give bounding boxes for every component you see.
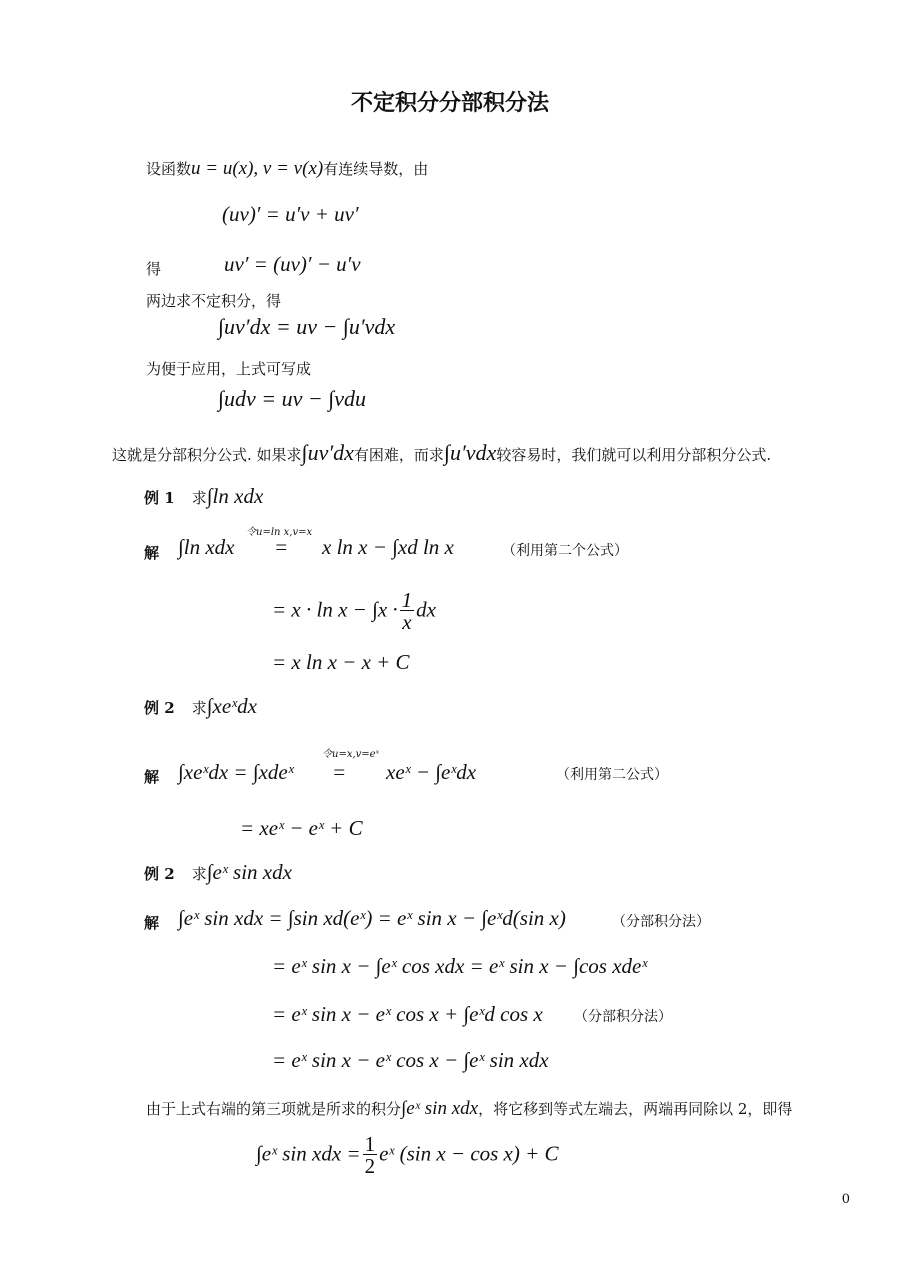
example-2-heading	[144, 694, 257, 719]
final-lhs: ∫eˣ sin xdx =	[256, 1141, 361, 1166]
example-1-line1-lhs: ∫ln xdx	[178, 535, 235, 559]
product-rule: (uv)′ = u′v + uv′	[222, 202, 359, 226]
example-2-solution-label: 解	[144, 768, 160, 786]
formula-1: ∫uv′dx = uv − ∫u′vdx	[218, 314, 396, 339]
final-fraction	[363, 1134, 378, 1177]
example-1-substitution: 令u=ln x,v=x	[246, 527, 313, 538]
example-2-line1-lhs: ∫xeˣdx = ∫xdeˣ	[178, 760, 294, 784]
example-1-fraction	[400, 590, 415, 633]
example-1-line2-b: dx	[416, 597, 436, 622]
example-1-fraction-den: x	[402, 610, 412, 634]
example-3-line2: = eˣ sin x − ∫eˣ cos xdx = eˣ sin x − ∫cos xdeˣ	[272, 954, 648, 978]
example-1-label: 例 1	[144, 489, 175, 507]
explain-b: 有困难，而求	[353, 446, 444, 464]
formula-2: ∫udv = uv − ∫vdu	[218, 386, 367, 411]
example-1-line2-a: = x · ln x − ∫x ·	[272, 597, 398, 622]
example-2-line2: = xeˣ − eˣ + C	[240, 816, 363, 840]
explain-int2: ∫u′vdx	[443, 440, 497, 465]
example-1-fraction-num: 1	[401, 588, 413, 612]
example-1-ask: 求	[191, 489, 207, 507]
example-2-ask: 求	[191, 699, 207, 717]
conclusion-b: ，将它移到等式左端去，两端再同除以 2，即得	[478, 1100, 793, 1118]
final-rhs: eˣ (sin x − cos x) + C	[379, 1141, 559, 1166]
final-fraction-num: 1	[364, 1132, 376, 1156]
example-1-heading	[144, 484, 263, 509]
intro-lead-text: 设函数	[146, 160, 192, 178]
example-1-problem: ∫ln xdx	[206, 484, 264, 508]
example-1-eq: =	[274, 535, 289, 559]
application-text: 为便于应用，上式可写成	[146, 360, 312, 378]
conclusion-a: 由于上式右端的第三项就是所求的积分	[146, 1100, 402, 1118]
example-2-eq: =	[332, 760, 347, 784]
intro-funcs: u = u(x), v = v(x)	[191, 158, 324, 179]
both-sides-text: 两边求不定积分，得	[146, 292, 282, 310]
conclusion-int: ∫eˣ sin xdx	[401, 1098, 479, 1119]
example-1-line3: = x ln x − x + C	[272, 650, 410, 674]
example-3-line1: ∫eˣ sin xdx = ∫sin xd(eˣ) = eˣ sin x − ∫eˣd(sin x)	[178, 906, 566, 930]
example-2-note: （利用第二公式）	[556, 767, 668, 783]
intro-lead	[146, 158, 428, 180]
example-3-line3: = eˣ sin x − eˣ cos x + ∫eˣd cos x	[272, 1002, 543, 1026]
example-3-line4: = eˣ sin x − eˣ cos x − ∫eˣ sin xdx	[272, 1048, 549, 1072]
explain-a: 这就是分部积分公式. 如果求	[112, 446, 302, 464]
de-label: 得	[146, 260, 162, 278]
example-3-label: 例 2	[144, 865, 175, 883]
example-3-note-3: （分部积分法）	[574, 1009, 672, 1025]
page-number: 0	[841, 1192, 850, 1207]
page-title: 不定积分分部积分法	[350, 90, 549, 116]
example-3-solution-label: 解	[144, 914, 160, 932]
final-result	[256, 1134, 559, 1177]
explain-c: 较容易时，我们就可以利用分部积分公式.	[496, 446, 772, 464]
example-3-ask: 求	[191, 865, 207, 883]
explain-line	[112, 440, 771, 466]
example-3-problem: ∫eˣ sin xdx	[206, 860, 292, 884]
example-1-solution-label: 解	[144, 544, 160, 562]
example-2-substitution: 令u=x,v=eˣ	[322, 749, 380, 760]
example-1-note: （利用第二个公式）	[502, 543, 628, 559]
conclusion-text	[146, 1098, 792, 1120]
example-3-heading	[144, 860, 292, 885]
example-2-line1-rhs: xeˣ − ∫eˣdx	[386, 760, 477, 784]
explain-int1: ∫uv′dx	[301, 440, 354, 465]
final-fraction-den: 2	[364, 1154, 376, 1178]
example-1-line2	[272, 590, 436, 633]
example-3-note-1: （分部积分法）	[612, 914, 710, 930]
intro-tail: 有连续导数，由	[323, 160, 429, 178]
example-2-problem: ∫xeˣdx	[206, 694, 257, 718]
example-2-label: 例 2	[144, 699, 175, 717]
rearranged-rule: uv′ = (uv)′ − u′v	[224, 252, 361, 276]
example-1-line1-rhs: x ln x − ∫xd ln x	[322, 535, 454, 559]
